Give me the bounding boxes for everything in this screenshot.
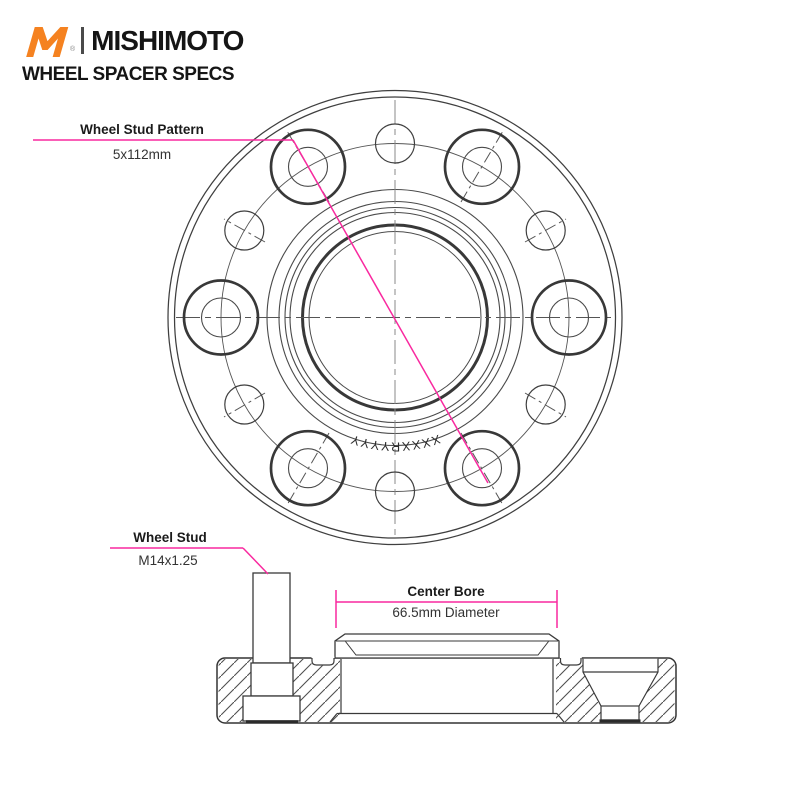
part-marking-text: XXXXRYYYY [347,431,443,454]
header [22,24,243,86]
stud-head-strip [246,720,298,723]
stud-pattern-label: Wheel Stud Pattern [80,122,204,137]
center-bore-value: 66.5mm Diameter [392,605,500,620]
center-bore-walls [330,659,564,722]
hub-boss [335,634,559,658]
spacer-side-view [110,530,676,723]
wheel-stud-label: Wheel Stud [133,530,207,545]
bolt-pattern-diameter-line [293,140,488,483]
stud-shaft [253,573,290,663]
logo-row [22,24,243,57]
center-bore-label: Center Bore [407,584,485,599]
countersink-bottom-strip [600,719,641,722]
brand-name: MISHIMOTO [91,25,244,56]
stud-head [243,696,300,721]
logo-divider [81,27,84,54]
mishimoto-m-logo-icon [22,27,74,57]
surface-notch [312,657,335,666]
registered-mark: ® [70,46,76,53]
page-title: WHEEL SPACER SPECS [22,64,235,85]
wheel-stud [243,573,300,723]
spacer-top-view [33,91,622,545]
stud-pattern-value: 5x112mm [112,147,172,162]
stud-knurl [251,663,293,696]
surface-notch [560,657,582,666]
wheel-stud-value: M14x1.25 [138,553,198,568]
